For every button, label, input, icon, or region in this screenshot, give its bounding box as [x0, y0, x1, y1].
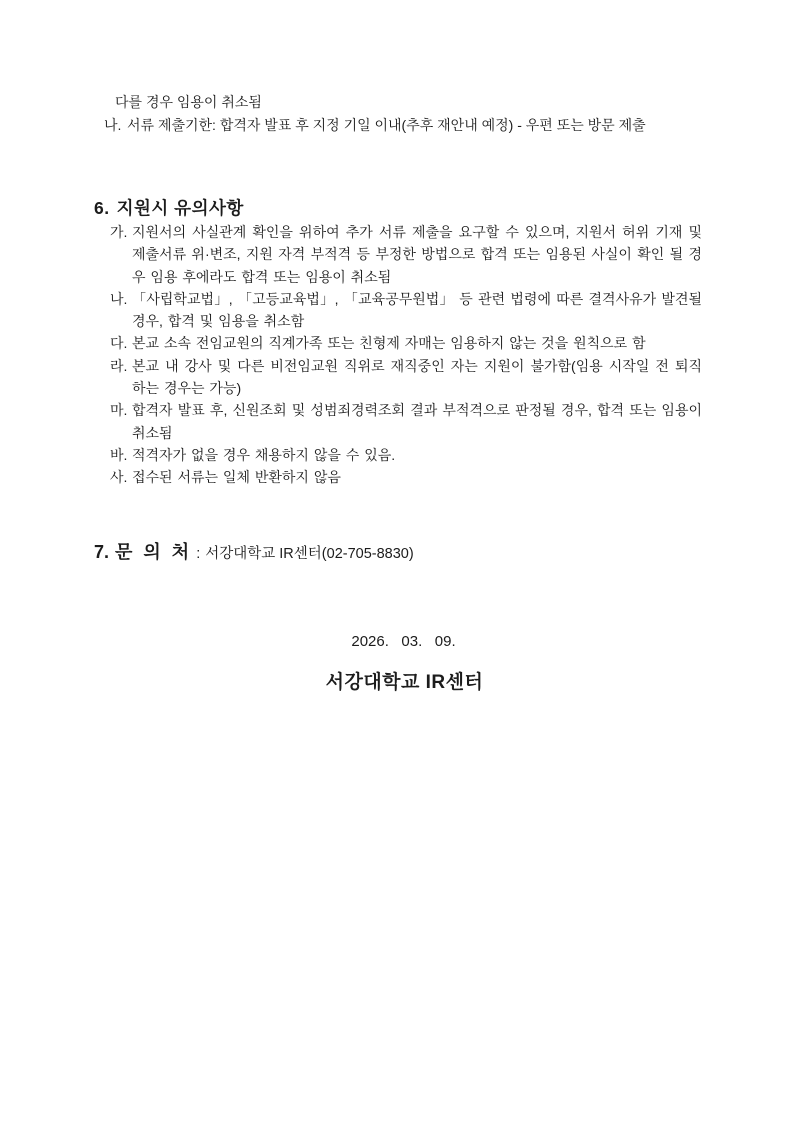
section-7-contact: [94, 539, 414, 567]
section-6-list: [110, 221, 702, 489]
list-item-marker: 다.: [110, 335, 128, 352]
list-item: [104, 114, 716, 137]
list-item-text: 「사립학교법」, 「고등교육법」, 「교육공무원법」 등 관련 법령에 따른 결격사유가 발견될 경우, 합격 및 임용을 취소함: [132, 290, 702, 330]
list-item-marker: 바.: [110, 446, 128, 463]
list-item: [110, 399, 702, 444]
list-item: [110, 444, 702, 466]
section-title: 지원시 유의사항: [116, 198, 244, 218]
separator-colon: :: [196, 546, 201, 562]
list-item-text: 적격자가 없을 경우 채용하지 않을 수 있음.: [132, 446, 396, 463]
list-item-marker: 사.: [110, 469, 128, 486]
list-item-text: 본교 내 강사 및 다른 비전임교원 직위로 재직중인 자는 지원이 불가함(임용 시작일 전 퇴직 하는 경우는 가능): [132, 357, 702, 397]
fragment-continuation-line: 다를 경우 임용이 취소됨: [115, 94, 262, 110]
list-item-marker: 라.: [110, 357, 128, 374]
previous-section-fragment: [104, 91, 716, 137]
section-title: 문 의 처: [115, 542, 193, 562]
list-item: [110, 288, 702, 333]
list-item-text: 합격자 발표 후, 신원조회 및 성범죄경력조회 결과 부적격으로 판정될 경우, 합격 또는 임용이 취소됨: [132, 402, 702, 441]
list-item: [110, 332, 702, 354]
list-item-marker: 마.: [110, 402, 128, 419]
list-item-text: 서류 제출기한: 합격자 발표 후 지정 기일 이내(추후 재안내 예정) - 우편 또는 방문 제출: [127, 117, 646, 133]
list-item-marker: 가.: [110, 224, 128, 240]
list-item: [110, 221, 702, 288]
list-item-marker: 나.: [110, 290, 128, 307]
list-item: [110, 355, 702, 400]
list-item-text: 지원서의 사실관계 확인을 위하여 추가 서류 제출을 요구할 수 있으며, 지원서 허위 기재 및 제출서류 위·변조, 지원 자격 부적격 등 부정한 방법으로 합격 또는 임용된 사실이 확인 될 경우 임용 후에라도 합격 또는 임용이 취소됨: [132, 224, 702, 285]
list-item-text: 본교 소속 전임교원의 직계가족 또는 친형제 자매는 임용하지 않는 것을 원칙으로 함: [132, 335, 646, 352]
section-6-heading: [94, 196, 244, 220]
section-number: 7.: [94, 542, 110, 562]
document-date: 2026. 03. 09.: [351, 633, 456, 650]
list-item: [110, 466, 702, 488]
issuing-organization: 서강대학교 IR센터: [325, 672, 484, 693]
contact-info: 서강대학교 IR센터(02-705-8830): [205, 546, 414, 562]
list-item-marker: 나.: [104, 117, 122, 133]
section-number: 6.: [94, 198, 110, 218]
list-item-text: 접수된 서류는 일체 반환하지 않음: [132, 469, 341, 486]
